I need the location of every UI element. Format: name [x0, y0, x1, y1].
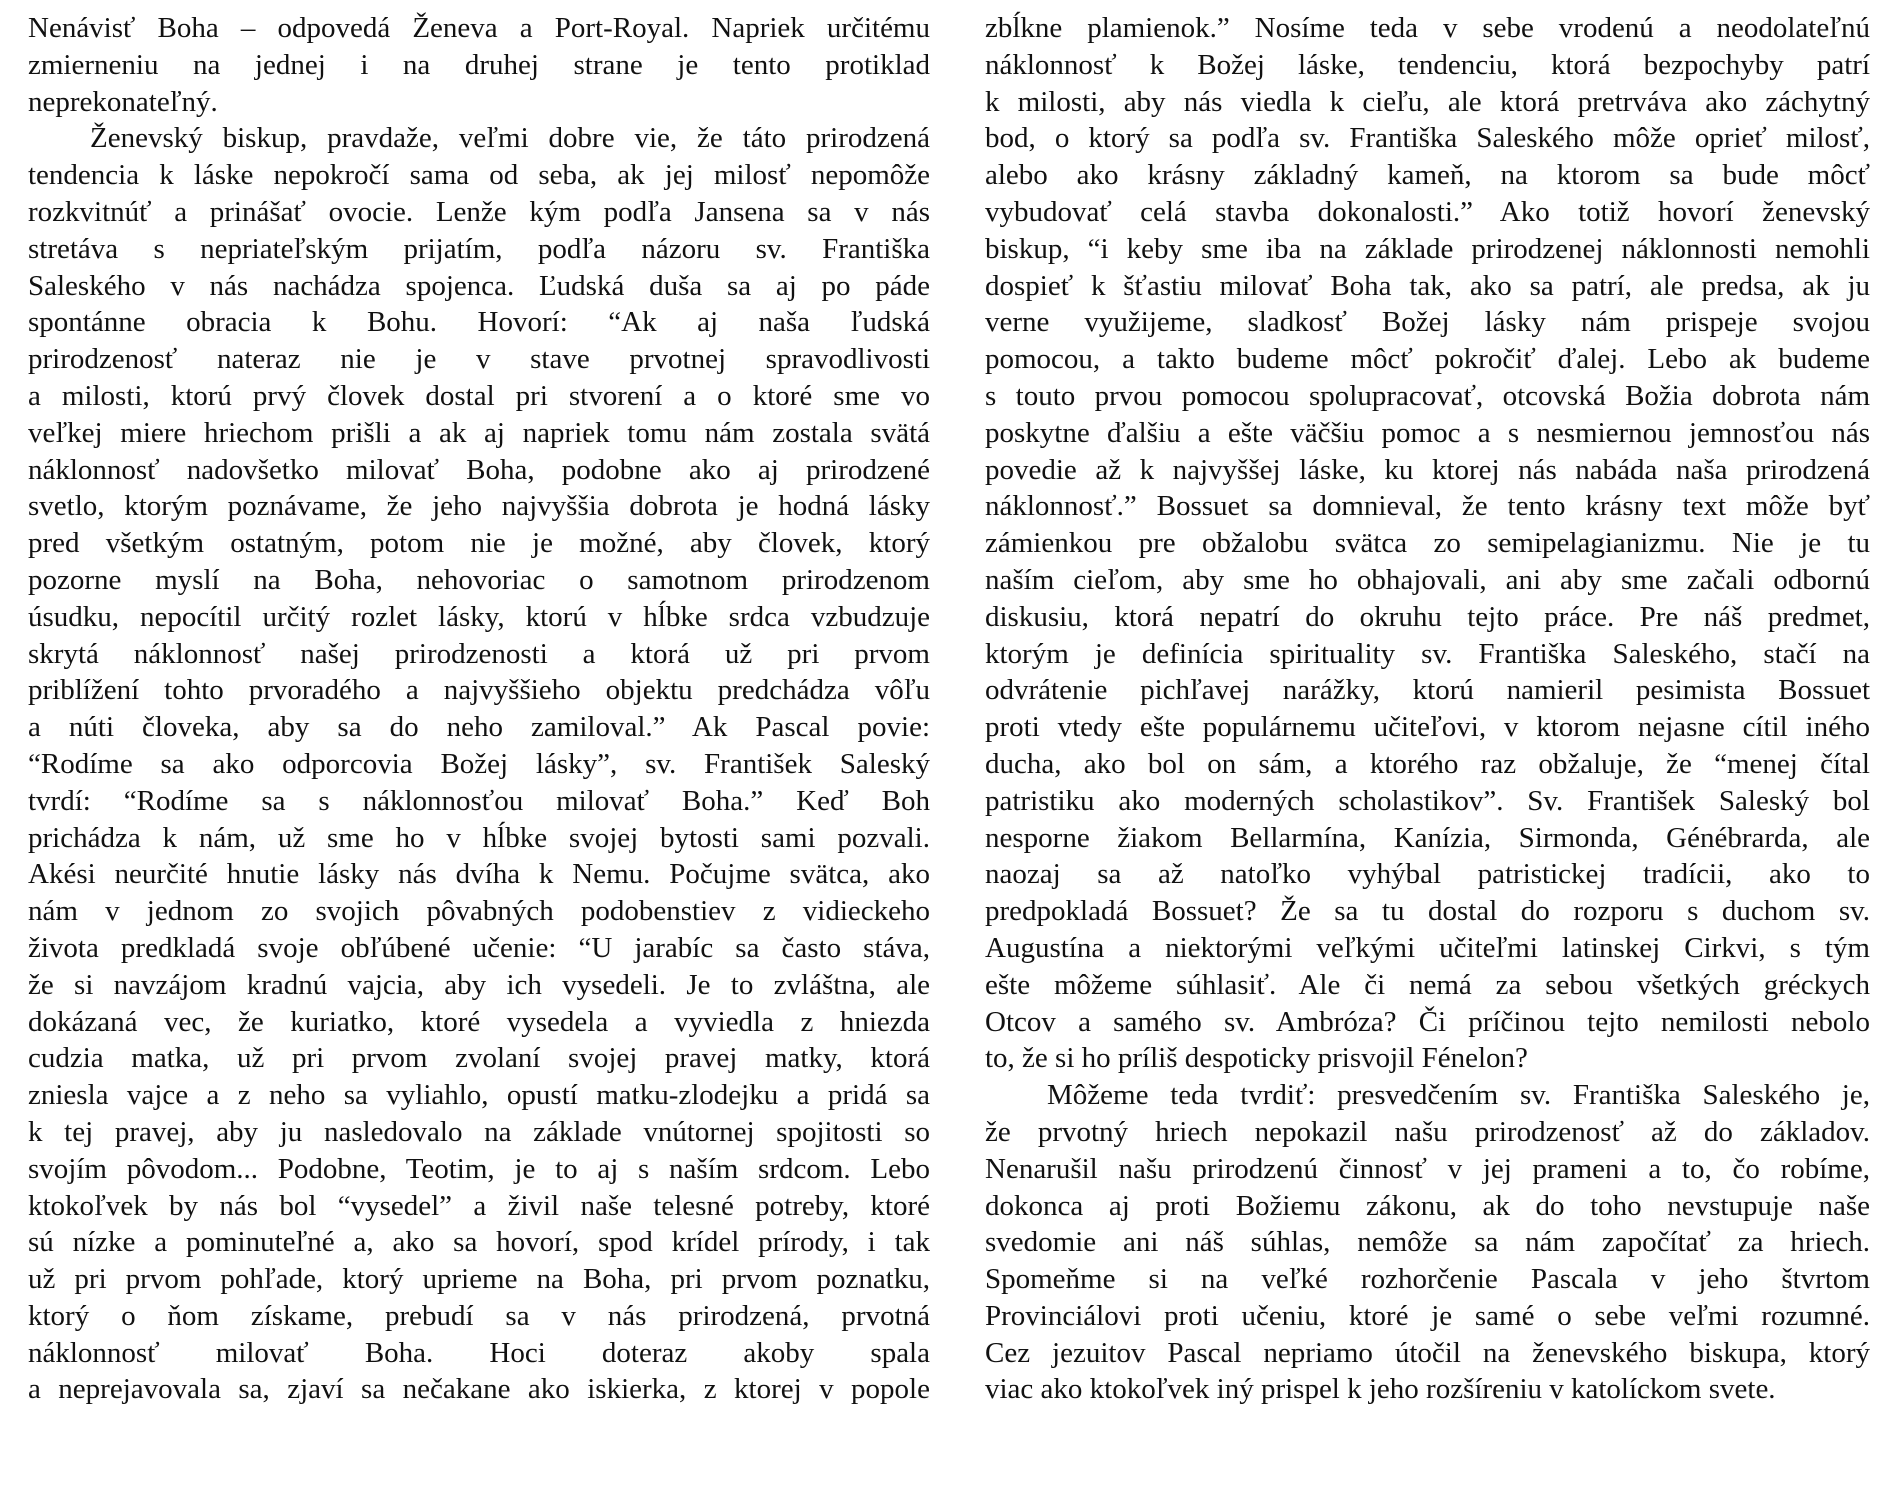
- text-line: sú nízke a pominuteľné a, ako sa hovorí, spod krídel prírody, i tak: [28, 1226, 930, 1259]
- text-line: tvrdí: “Rodíme sa s náklonnosťou milovať Boha.” Keď Boh: [28, 784, 930, 817]
- text-line: dokázaná vec, že kuriatko, ktoré vysedela a vyviedla z hniezda: [28, 1005, 930, 1038]
- text-line: cudzia matka, už pri prvom zvolaní svojej pravej matky, ktorá: [28, 1042, 930, 1075]
- right-text-column: [985, 10, 1870, 1408]
- text-line: Provinciálovi proti učeniu, ktoré je samé o sebe veľmi rozumné.: [985, 1299, 1870, 1332]
- text-line: života predkladá svoje obľúbené učenie: “U jarabíc sa často stáva,: [28, 931, 930, 964]
- left-text-column: [28, 10, 930, 1408]
- text-line: “Rodíme sa ako odporcovia Božej lásky”, sv. František Saleský: [28, 747, 930, 780]
- text-line: Nenarušil našu prirodzenú činnosť v jej prameni a to, čo robíme,: [985, 1152, 1870, 1185]
- text-line: diskusiu, ktorá nepatrí do okruhu tejto práce. Pre náš predmet,: [985, 600, 1870, 633]
- text-line: s touto prvou pomocou spolupracovať, otcovská Božia dobrota nám: [985, 379, 1870, 412]
- text-line: náklonnosť milovať Boha. Hoci doteraz akoby spala: [28, 1336, 930, 1369]
- text-line: patristiku ako moderných scholastikov”. Sv. František Saleský bol: [985, 784, 1870, 817]
- text-line: dokonca aj proti Božiemu zákonu, ak do toho nevstupuje naše: [985, 1189, 1870, 1222]
- text-line: pred všetkým ostatným, potom nie je možné, aby človek, ktorý: [28, 527, 930, 560]
- text-line: náklonnosť k Božej láske, tendenciu, ktorá bezpochyby patrí: [985, 48, 1870, 81]
- text-line: Môžeme teda tvrdiť: presvedčením sv. Františka Saleského je,: [1047, 1079, 1870, 1112]
- text-line: naším cieľom, aby sme ho obhajovali, ani aby sme začali odbornú: [985, 563, 1870, 596]
- text-line: stretáva s nepriateľským prijatím, podľa názoru sv. Františka: [28, 232, 930, 265]
- text-line: predpokladá Bossuet? Že sa tu dostal do rozporu s duchom sv.: [985, 895, 1870, 928]
- text-line: prichádza k nám, už sme ho v hĺbke svojej bytosti sami pozvali.: [28, 821, 930, 854]
- text-line: tendencia k láske nepokročí sama od seba, ak jej milosť nepomôže: [28, 159, 930, 192]
- text-line: Spomeňme si na veľké rozhorčenie Pascala v jeho štvrtom: [985, 1263, 1870, 1296]
- text-line: Cez jezuitov Pascal nepriamo útočil na ženevského biskupa, ktorý: [985, 1336, 1870, 1369]
- text-line: náklonnosť nadovšetko milovať Boha, podobne ako aj prirodzené: [28, 453, 930, 486]
- text-line: spontánne obracia k Bohu. Hovorí: “Ak aj naša ľudská: [28, 306, 930, 339]
- text-line: biskup, “i keby sme iba na základe prirodzenej náklonnosti nemohli: [985, 232, 1870, 265]
- text-line: pomocou, a takto budeme môcť pokročiť ďalej. Lebo ak budeme: [985, 343, 1870, 376]
- text-line: nesporne žiakom Bellarmína, Kanízia, Sirmonda, Génébrarda, ale: [985, 821, 1870, 854]
- text-line: dospieť k šťastiu milovať Boha tak, ako sa patrí, ale predsa, ak ju: [985, 269, 1870, 302]
- text-line: vybudovať celá stavba dokonalosti.” Ako totiž hovorí ženevský: [985, 195, 1870, 228]
- text-line: Otcov a samého sv. Ambróza? Či príčinou tejto nemilosti nebolo: [985, 1005, 1870, 1038]
- text-line: a núti človeka, aby sa do neho zamiloval.” Ak Pascal povie:: [28, 711, 930, 744]
- text-line: ešte môžeme súhlasiť. Ale či nemá za sebou všetkých gréckych: [985, 968, 1870, 1001]
- text-line: naozaj sa až natoľko vyhýbal patristickej tradícii, ako to: [985, 858, 1870, 891]
- text-line: že si navzájom kradnú vajcia, aby ich vysedeli. Je to zvláštna, ale: [28, 968, 930, 1001]
- text-line: priblížení tohto prvoradého a najvyššieho objektu predchádza vôľu: [28, 674, 930, 707]
- text-line: pozorne myslí na Boha, nehovoriac o samotnom prirodzenom: [28, 563, 930, 596]
- text-line: už pri prvom pohľade, ktorý uprieme na Boha, pri prvom poznatku,: [28, 1263, 930, 1296]
- text-line: ktorým je definícia spirituality sv. Františka Saleského, stačí na: [985, 637, 1870, 670]
- text-line: zniesla vajce a z neho sa vyliahlo, opustí matku-zlodejku a pridá sa: [28, 1079, 930, 1112]
- text-line: nám v jednom zo svojich pôvabných podobenstiev z vidieckeho: [28, 895, 930, 928]
- text-line: a milosti, ktorú prvý človek dostal pri stvorení a o ktoré sme vo: [28, 379, 930, 412]
- text-line: povedie až k najvyššej láske, ku ktorej nás nabáda naša prirodzená: [985, 453, 1870, 486]
- text-line: Saleského v nás nachádza spojenca. Ľudská duša sa aj po páde: [28, 269, 930, 302]
- text-line: že prvotný hriech nepokazil našu prirodzenosť až do základov.: [985, 1115, 1870, 1148]
- text-line: k milosti, aby nás viedla k cieľu, ale ktorá pretrváva ako záchytný: [985, 85, 1870, 118]
- text-line: prirodzenosť nateraz nie je v stave prvotnej spravodlivosti: [28, 343, 930, 376]
- text-line: náklonnosť.” Bossuet sa domnieval, že tento krásny text môže byť: [985, 490, 1870, 523]
- text-line: svedomie ani náš súhlas, nemôže sa nám započítať za hriech.: [985, 1226, 1870, 1259]
- text-line: svetlo, ktorým poznávame, že jeho najvyššia dobrota je hodná lásky: [28, 490, 930, 523]
- text-line: veľkej miere hriechom prišli a ak aj napriek tomu nám zostala svätá: [28, 416, 930, 449]
- text-line: zámienkou pre obžalobu svätca zo semipelagianizmu. Nie je tu: [985, 527, 1870, 560]
- text-line: svojím pôvodom... Podobne, Teotim, je to aj s naším srdcom. Lebo: [28, 1152, 930, 1185]
- text-line: neprekonateľný.: [28, 85, 218, 118]
- text-line: viac ako ktokoľvek iný prispel k jeho rozšíreniu v katolíckom svete.: [985, 1373, 1776, 1406]
- text-line: Akési neurčité hnutie lásky nás dvíha k Nemu. Počujme svätca, ako: [28, 858, 930, 891]
- text-line: k tej pravej, aby ju nasledovalo na základe vnútornej spojitosti so: [28, 1115, 930, 1148]
- text-line: verne využijeme, sladkosť Božej lásky nám prispeje svojou: [985, 306, 1870, 339]
- text-line: odvrátenie pichľavej narážky, ktorú namieril pesimista Bossuet: [985, 674, 1870, 707]
- text-line: rozkvitnúť a prinášať ovocie. Lenže kým podľa Jansena sa v nás: [28, 195, 930, 228]
- text-line: skrytá náklonnosť našej prirodzenosti a ktorá už pri prvom: [28, 637, 930, 670]
- text-line: proti vtedy ešte populárnemu učiteľovi, v ktorom nejasne cítil iného: [985, 711, 1870, 744]
- text-line: a neprejavovala sa, zjaví sa nečakane ako iskierka, z ktorej v popole: [28, 1373, 930, 1406]
- text-line: ktorý o ňom získame, prebudí sa v nás prirodzená, prvotná: [28, 1299, 930, 1332]
- text-line: Augustína a niektorými veľkými učiteľmi latinskej Cirkvi, s tým: [985, 931, 1870, 964]
- text-line: Ženevský biskup, pravdaže, veľmi dobre vie, že táto prirodzená: [90, 122, 930, 155]
- text-line: poskytne ďalšiu a ešte väčšiu pomoc a s nesmiernou jemnosťou nás: [985, 416, 1870, 449]
- text-line: Nenávisť Boha – odpovedá Ženeva a Port-Royal. Napriek určitému: [28, 12, 930, 44]
- text-line: to, že si ho príliš despoticky prisvojil Fénelon?: [985, 1042, 1528, 1075]
- text-line: ducha, ako bol on sám, a ktorého raz obžaluje, že “menej čítal: [985, 747, 1870, 780]
- text-line: bod, o ktorý sa podľa sv. Františka Saleského môže oprieť milosť,: [985, 122, 1870, 155]
- text-line: zbĺkne plamienok.” Nosíme teda v sebe vrodenú a neodolateľnú: [985, 12, 1870, 44]
- text-line: úsudku, nepocítil určitý rozlet lásky, ktorú v hĺbke srdca vzbudzuje: [28, 600, 930, 633]
- text-line: ktokoľvek by nás bol “vysedel” a živil naše telesné potreby, ktoré: [28, 1189, 930, 1222]
- text-line: alebo ako krásny základný kameň, na ktorom sa bude môcť: [985, 159, 1870, 192]
- text-line: zmierneniu na jednej i na druhej strane je tento protiklad: [28, 48, 930, 81]
